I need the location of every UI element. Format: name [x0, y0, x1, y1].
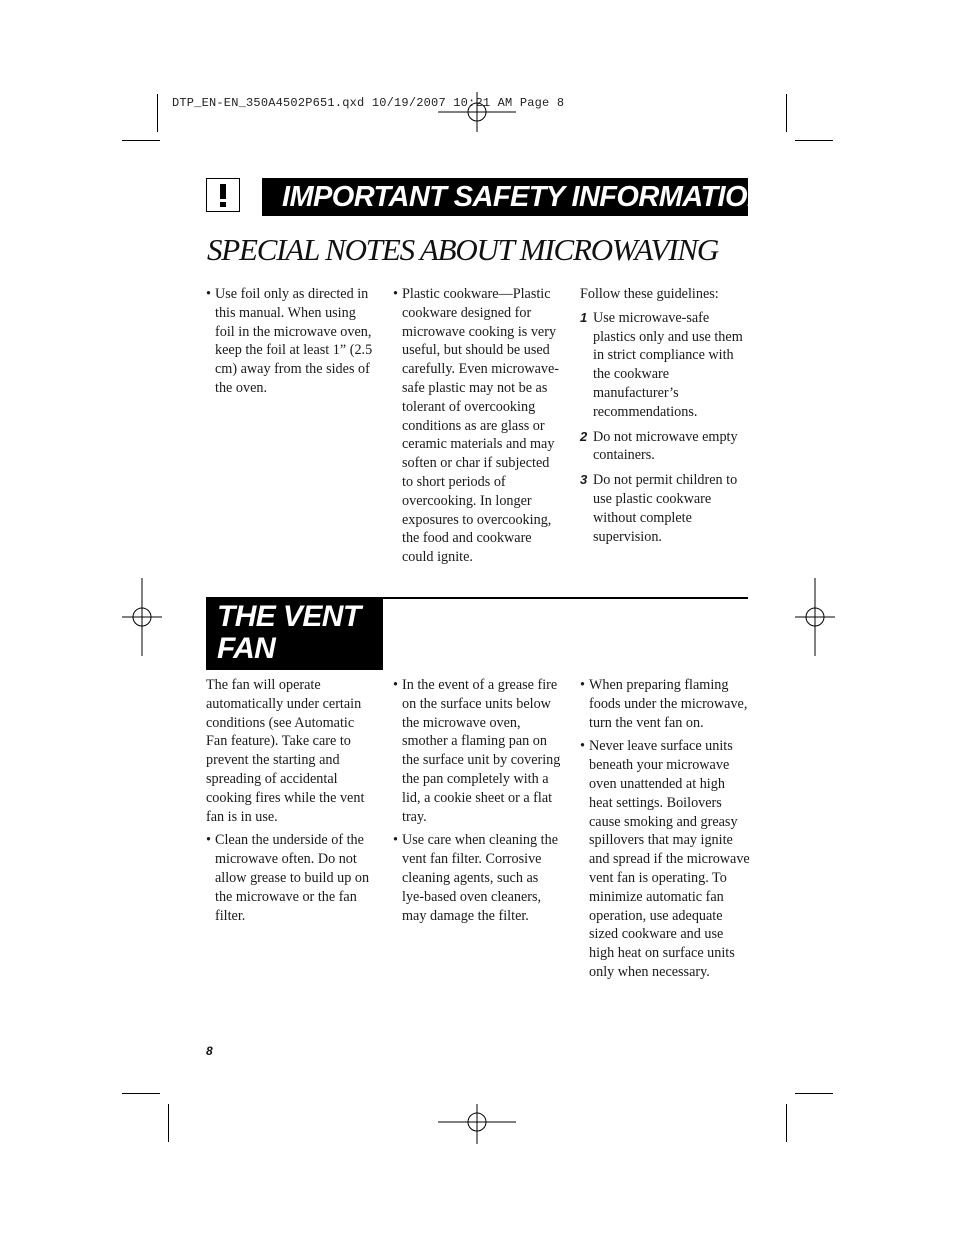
registration-mark: [795, 578, 835, 656]
bullet-item: • Plastic cookware—Plastic cookware designed for microwave cooking is very useful, but should be used carefully. Even microwave-safe plastic may not be as tolerant of overcooking conditions as are glass or ceramic materials and may soften or char if subjected to short periods of overcooking. In longer exposures to overcooking, the food and cookware could ignite.: [393, 285, 563, 567]
vent-fan-column-2: [393, 676, 563, 930]
crop-mark: [157, 94, 158, 132]
microwaving-column-1: [206, 285, 378, 403]
bullet-item: • When preparing flaming foods under the microwave, turn the vent fan on.: [580, 676, 750, 732]
vent-fan-column-1: [206, 676, 378, 930]
item-number: 3: [580, 472, 588, 488]
numbered-item: [580, 309, 750, 422]
item-text: Do not permit children to use plastic cookware without complete supervision.: [593, 472, 738, 545]
crop-mark: [786, 1104, 787, 1142]
section-banner-title: IMPORTANT SAFETY INFORMATION: [262, 178, 748, 216]
crop-mark: [786, 94, 787, 132]
guidelines-intro: Follow these guidelines:: [580, 286, 719, 302]
crop-mark: [795, 1093, 833, 1094]
vent-fan-column-3: [580, 676, 750, 987]
microwaving-column-3: [580, 285, 750, 552]
registration-mark: [438, 1104, 516, 1144]
bullet-item: • Use foil only as directed in this manual. When using foil in the microwave oven, keep the foil at least 1” (2.5 cm) away from the sides of the oven.: [206, 285, 378, 398]
item-number: 2: [580, 428, 588, 444]
registration-mark: [122, 578, 162, 656]
microwaving-column-2: [393, 285, 563, 572]
item-text: Do not microwave empty containers.: [593, 428, 738, 464]
vent-fan-title-line-1: THE VENT: [217, 600, 361, 633]
warning-icon: [206, 178, 240, 212]
bullet-item: • Clean the underside of the microwave often. Do not allow grease to build up on the microwave or the fan filter.: [206, 831, 378, 925]
item-text: Use microwave-safe plastics only and use them in strict compliance with the cookware manufacturer’s recommendations.: [593, 309, 743, 420]
numbered-item: [580, 428, 750, 466]
bullet-item: • In the event of a grease fire on the surface units below the microwave oven, smother a flaming pan on the surface unit by covering the pan completely with a lid, a cookie sheet or a flat tray.: [393, 676, 563, 826]
item-number: 1: [580, 309, 588, 325]
section-subtitle: SPECIAL NOTES ABOUT MICROWAVING: [207, 232, 719, 267]
vent-fan-title: [206, 599, 383, 670]
file-slug: DTP_EN-EN_350A4502P651.qxd 10/19/2007 10:21 AM Page 8: [172, 96, 565, 110]
crop-mark: [795, 140, 833, 141]
vent-fan-title-line-2: FAN: [217, 632, 276, 665]
numbered-item: [580, 471, 750, 546]
crop-mark: [168, 1104, 169, 1142]
vent-fan-intro: The fan will operate automatically under certain conditions (see Automatic Fan feature). Take care to prevent the starting and spreading of accidental cooking fires while the vent fan is in use.: [206, 677, 365, 825]
page-number: 8: [206, 1044, 213, 1058]
crop-mark: [122, 140, 160, 141]
bullet-item: • Use care when cleaning the vent fan filter. Corrosive cleaning agents, such as lye-based oven cleaners, may damage the filter.: [393, 831, 563, 925]
bullet-item: • Never leave surface units beneath your microwave oven unattended at high heat settings. Boilovers cause smoking and greasy spillovers that may ignite and spread if the microwave vent fan is operating. To minimize automatic fan operation, use adequate sized cookware and use high heat on surface units only when necessary.: [580, 737, 750, 981]
crop-mark: [122, 1093, 160, 1094]
